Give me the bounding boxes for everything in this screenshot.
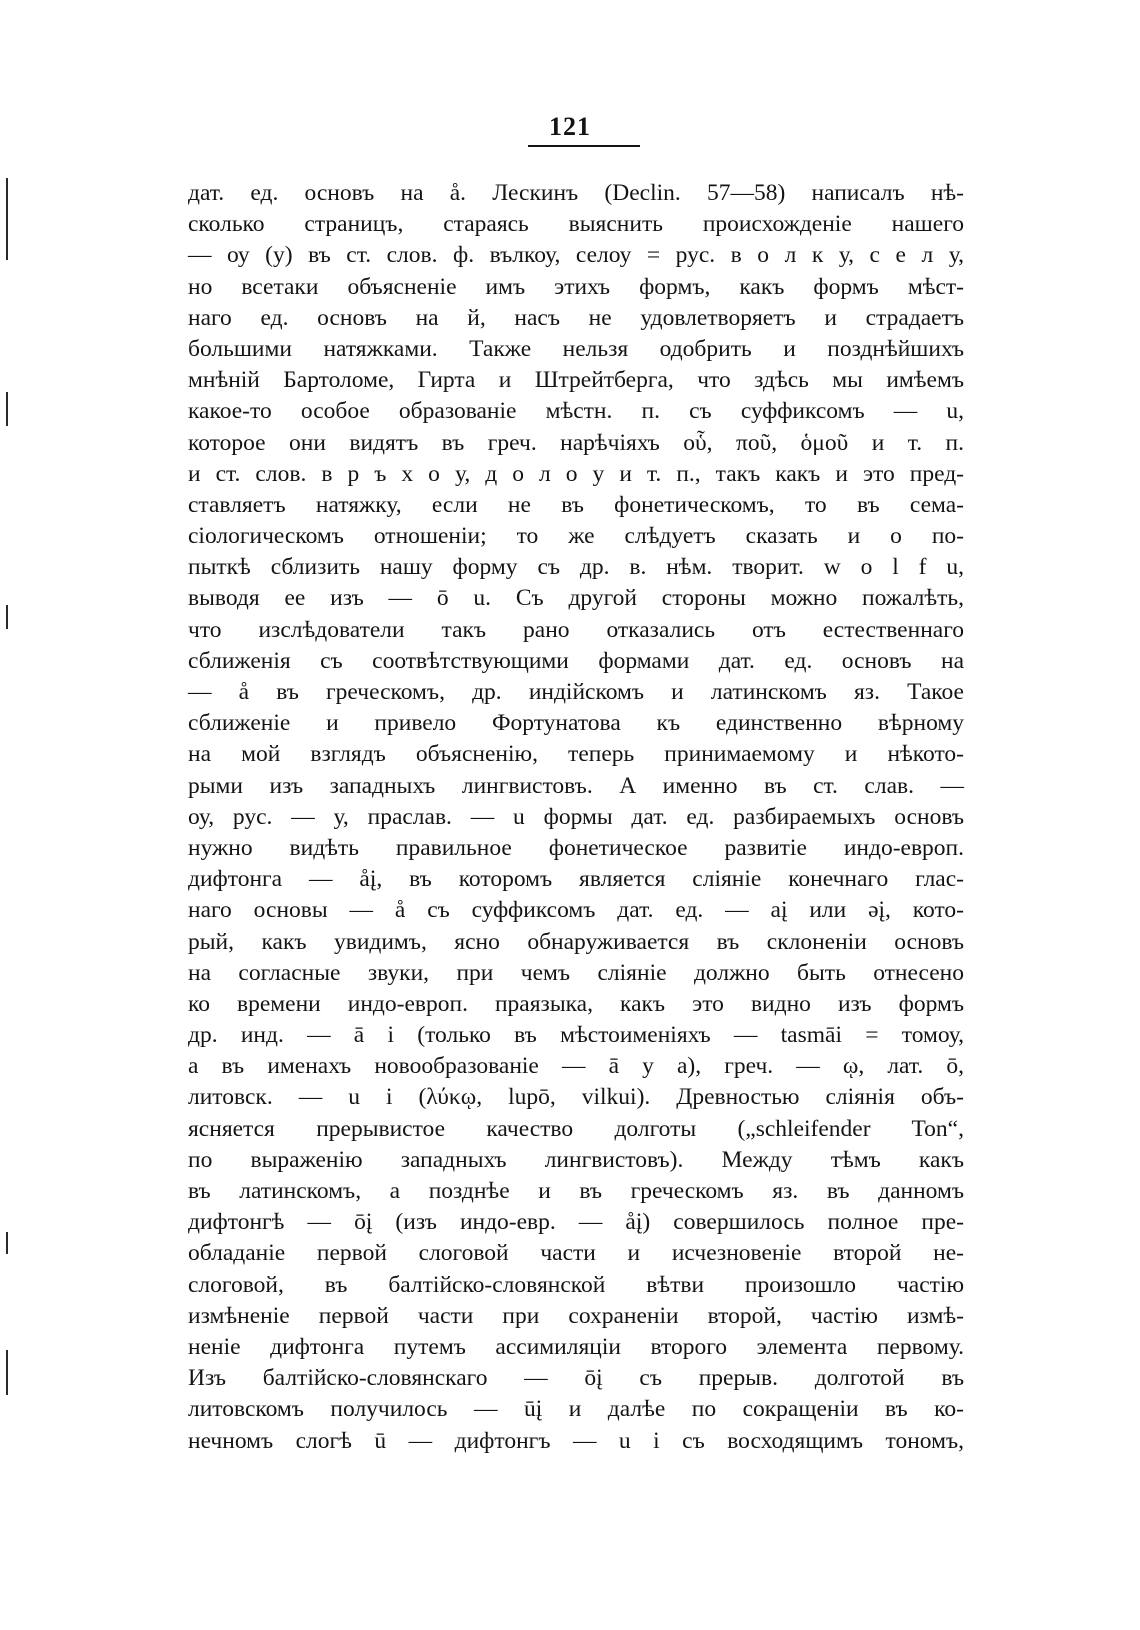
text-line: и ст. слов. в р ъ х о у, д о л о у и т. п., такъ какъ и это пред-	[188, 460, 964, 487]
text-line: мнѣній Бартоломе, Гирта и Штрейтберга, что здѣсь мы имѣемъ	[188, 367, 964, 394]
text-line: ко времени индо-европ. праязыка, какъ это видно изъ формъ	[188, 990, 964, 1017]
text-line: обладаніе первой слоговой части и исчезновеніе второй не-	[188, 1240, 964, 1267]
text-line: ставляетъ натяжку, если не въ фонетическомъ, то въ сема-	[188, 491, 964, 518]
text-line: др. инд. — ā i (только въ мѣстоименіяхъ — tasmāi = томоу,	[188, 1022, 964, 1049]
text-line: дифтонгѣ — ōį (изъ индо-евр. — åį) совершилось полное пре-	[188, 1209, 964, 1236]
text-line: на согласные звуки, при чемъ сліяніе должно быть отнесено	[188, 959, 964, 986]
text-line: дифтонга — åį, въ которомъ является сліяніе конечнаго глас-	[188, 866, 964, 893]
text-line: выводя ее изъ — ō u. Съ другой стороны можно пожалѣть,	[188, 585, 964, 612]
text-line: большими натяжками. Также нельзя одобрить и позднѣйшихъ	[188, 335, 964, 362]
text-line: пыткѣ сблизить нашу форму съ др. в. нѣм. творит. w o l f u,	[188, 554, 964, 581]
text-line: оу, рус. — у, праслав. — u формы дат. ед. разбираемыхъ основъ	[188, 803, 964, 830]
text-line: литовскомъ получилось — ūį и далѣе по сокращеніи въ ко-	[188, 1396, 964, 1423]
text-line: сближенія съ соотвѣтствующими формами дат. ед. основъ на	[188, 647, 964, 674]
scan-edge-mark	[6, 1350, 8, 1395]
text-line: сближеніе и привело Фортунатова къ единственно вѣрному	[188, 710, 964, 737]
text-line: литовск. — u i (λύκῳ, lupō, vilkui). Древностью сліянія объ-	[188, 1084, 964, 1111]
text-line: на мой взглядъ объясненію, теперь принимаемому и нѣкото-	[188, 741, 964, 768]
text-line: въ латинскомъ, а позднѣе и въ греческомъ яз. въ данномъ	[188, 1178, 964, 1204]
page-number-rule	[528, 145, 640, 147]
text-line: какое-то особое образованіе мѣстн. п. съ суффиксомъ — u,	[188, 398, 964, 425]
text-line: но всетаки объясненіе имъ этихъ формъ, какъ формъ мѣст-	[188, 273, 964, 300]
text-line: а въ именахъ новообразованіе — ā y a), греч. — ῳ, лат. ō,	[188, 1053, 964, 1080]
text-line: дат. ед. основъ на å. Лескинъ (Declin. 57—58) написалъ нѣ-	[188, 180, 964, 206]
text-line: неніе дифтонга путемъ ассимиляціи второго элемента первому.	[188, 1333, 964, 1360]
body-text	[188, 178, 964, 1457]
page-number: 121	[549, 112, 591, 141]
text-line: по выраженію западныхъ лингвистовъ). Между тѣмъ какъ	[188, 1146, 964, 1173]
text-line: нужно видѣть правильное фонетическое развитіе индо-европ.	[188, 834, 964, 861]
text-line: измѣненіе первой части при сохраненіи второй, частію измѣ-	[188, 1302, 964, 1329]
text-line: — å въ греческомъ, др. индійскомъ и латинскомъ яз. Такое	[188, 679, 964, 705]
text-line: — оу (у) въ ст. слов. ф. вълкоу, селоу = рус. в о л к у, с е л у,	[188, 242, 964, 269]
text-line: слоговой, въ балтійско-словянской вѣтви произошло частію	[188, 1271, 964, 1298]
text-line: Изъ балтійско-словянскаго — ōį съ прерыв. долготой въ	[188, 1365, 964, 1392]
scan-edge-mark	[6, 178, 8, 260]
text-line: наго основы — å съ суффиксомъ дат. ед. — aį или əį, кото-	[188, 897, 964, 924]
scan-edge-mark	[6, 1232, 8, 1254]
text-line: что изслѣдователи такъ рано отказались отъ естественнаго	[188, 616, 964, 643]
text-line: ясняется прерывистое качество долготы („schleifender Ton“,	[188, 1115, 964, 1142]
text-line: которое они видятъ въ греч. нарѣчіяхъ οὗ, ποῦ, ὁμοῦ и т. п.	[188, 429, 964, 456]
text-line: сколько страницъ, стараясь выяснить происхожденіе нашего	[188, 211, 964, 238]
text-line: рыми изъ западныхъ лингвистовъ. А именно въ ст. слав. —	[188, 772, 964, 799]
text-line: наго ед. основъ на й, насъ не удовлетворяетъ и страдаетъ	[188, 304, 964, 331]
scan-edge-mark	[6, 392, 8, 426]
scan-edge-mark	[6, 605, 8, 629]
text-line: сіологическомъ отношеніи; то же слѣдуетъ сказать и о по-	[188, 523, 964, 550]
text-line: нечномъ слогѣ ū — дифтонгъ — u i съ восходящимъ тономъ,	[188, 1427, 964, 1454]
text-line: рый, какъ увидимъ, ясно обнаруживается въ склоненіи основъ	[188, 928, 964, 955]
